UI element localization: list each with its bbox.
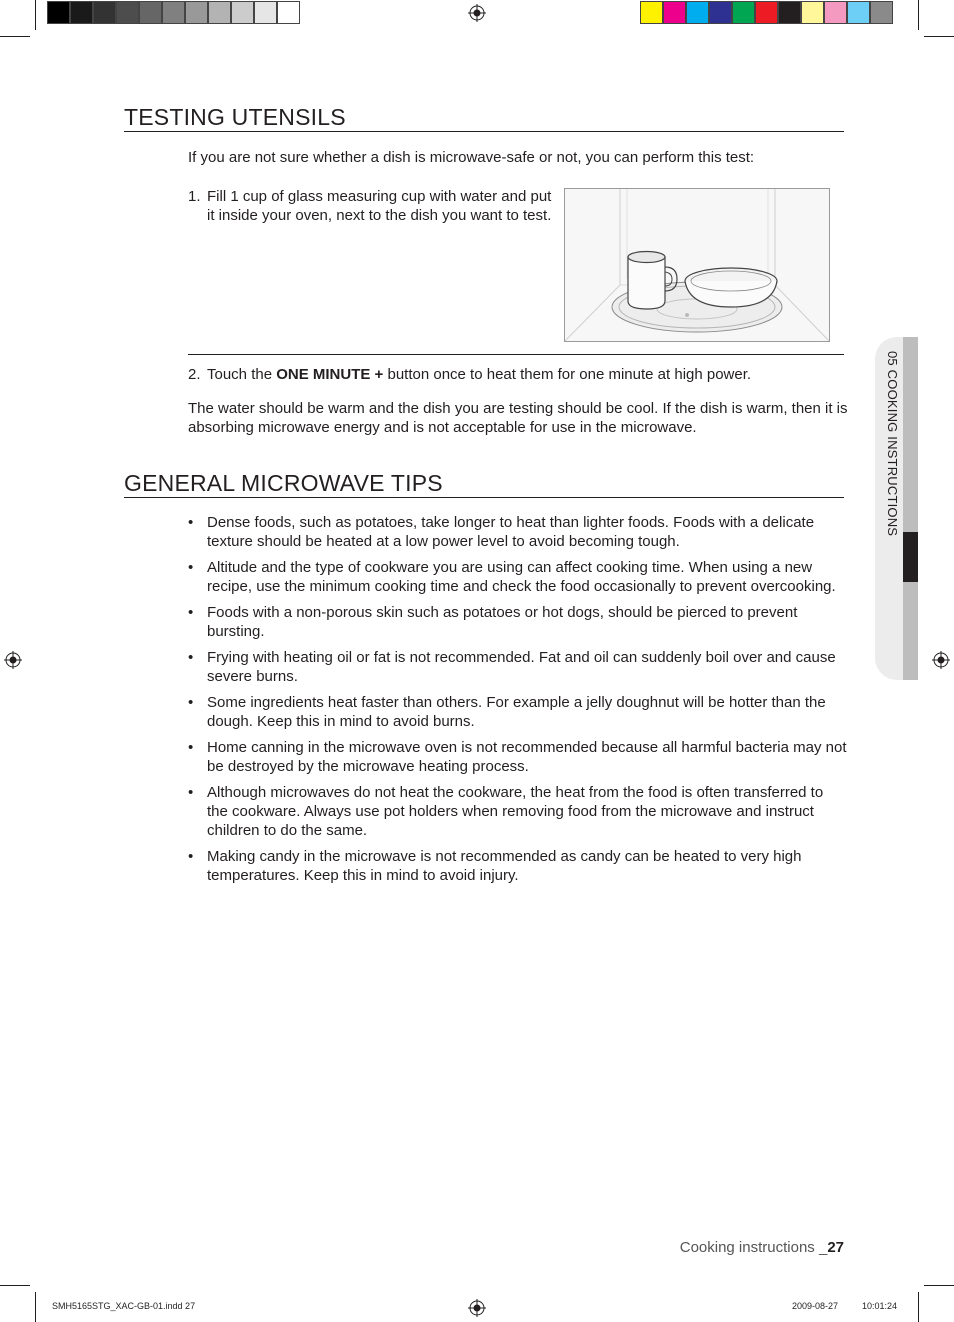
cup-and-dish-in-microwave-icon <box>565 189 829 341</box>
color-swatch <box>732 1 755 24</box>
tip-item: • Home canning in the microwave oven is not recommended because all harmful bacteria may not be destroyed by the microwave heating process. <box>188 738 848 776</box>
page-footer <box>680 1239 844 1256</box>
microwave-test-illustration <box>564 188 830 342</box>
section-title-general-microwave-tips: GENERAL MICROWAVE TIPS <box>124 470 844 498</box>
grayscale-color-bar <box>47 1 300 24</box>
color-swatch <box>93 1 116 24</box>
registration-mark-icon <box>468 4 486 22</box>
crop-mark <box>35 0 36 30</box>
step-number: 1. <box>188 188 201 205</box>
crop-mark <box>924 36 954 37</box>
slug-file-name: SMH5165STG_XAC-GB-01.indd 27 <box>52 1301 196 1311</box>
color-swatch <box>870 1 893 24</box>
color-swatch <box>755 1 778 24</box>
color-swatch <box>139 1 162 24</box>
color-swatch <box>162 1 185 24</box>
crop-mark <box>35 1292 36 1322</box>
color-swatch <box>231 1 254 24</box>
color-swatch <box>686 1 709 24</box>
tip-item: • Making candy in the microwave is not recommended as candy can be heated to very high temperatures. Keep this in mind to avoid injury. <box>188 847 848 885</box>
registration-mark-icon <box>468 1299 486 1317</box>
color-swatch <box>801 1 824 24</box>
chapter-tab-bar <box>903 337 918 680</box>
tip-item: • Although microwaves do not heat the cookware, the heat from the food is often transferred to the cookware. Always use pot holders when removing food from the microwave and instruct children to do the same. <box>188 783 848 840</box>
color-swatch <box>208 1 231 24</box>
step-text: Fill 1 cup of glass measuring cup with water and put it inside your oven, next to the dish you want to test. <box>207 188 552 224</box>
color-swatch <box>70 1 93 24</box>
color-swatch <box>778 1 801 24</box>
color-swatch <box>277 1 300 24</box>
tip-item: • Frying with heating oil or fat is not recommended. Fat and oil can suddenly boil over and cause severe burns. <box>188 648 848 686</box>
one-minute-button-label: ONE MINUTE + <box>276 366 384 383</box>
crop-mark <box>0 36 30 37</box>
process-color-bar <box>640 1 893 24</box>
testing-result: The water should be warm and the dish you are testing should be cool. If the dish is warm, then it is absorbing microwave energy and is not acceptable for use in the microwave. <box>188 400 848 436</box>
chapter-tab-marker <box>903 532 918 582</box>
crop-mark <box>918 0 919 30</box>
chapter-side-tab <box>875 337 918 680</box>
tip-item: • Altitude and the type of cookware you are using can affect cooking time. When using a new recipe, use the minimum cooking time and check the food occasionally to prevent overcooking. <box>188 558 848 596</box>
tip-item: • Some ingredients heat faster than others. For example a jelly doughnut will be hotter than the dough. Keep this in mind to avoid burns. <box>188 693 848 731</box>
crop-mark <box>924 1285 954 1286</box>
tips-list <box>188 513 848 892</box>
color-swatch <box>254 1 277 24</box>
slug-time: 10:01:24 <box>862 1301 898 1311</box>
color-swatch <box>185 1 208 24</box>
registration-mark-icon <box>4 651 22 669</box>
tip-item: • Dense foods, such as potatoes, take longer to heat than lighter foods. Foods with a delicate texture should be heated at a low power level to avoid becoming tough. <box>188 513 848 551</box>
color-swatch <box>663 1 686 24</box>
step-divider <box>188 354 844 355</box>
step-text: Touch the ONE MINUTE + button once to heat them for one minute at high power. <box>207 366 752 383</box>
color-swatch <box>824 1 847 24</box>
color-swatch <box>640 1 663 24</box>
page-number: 27 <box>827 1239 844 1256</box>
testing-intro: If you are not sure whether a dish is microwave-safe or not, you can perform this test: <box>188 149 755 166</box>
color-swatch <box>116 1 139 24</box>
crop-mark <box>0 1285 30 1286</box>
color-swatch <box>709 1 732 24</box>
color-swatch <box>47 1 70 24</box>
step-number: 2. <box>188 366 201 383</box>
crop-mark <box>918 1292 919 1322</box>
color-swatch <box>847 1 870 24</box>
slug-date: 2009-08-27 <box>792 1301 839 1311</box>
chapter-tab-label: 05 COOKING INSTRUCTIONS <box>885 351 900 537</box>
registration-mark-icon <box>932 651 950 669</box>
tip-item: • Foods with a non-porous skin such as potatoes or hot dogs, should be pierced to prevent bursting. <box>188 603 848 641</box>
footer-section-name: Cooking instructions _ <box>679 1239 828 1256</box>
section-title-testing-utensils: TESTING UTENSILS <box>124 104 844 132</box>
